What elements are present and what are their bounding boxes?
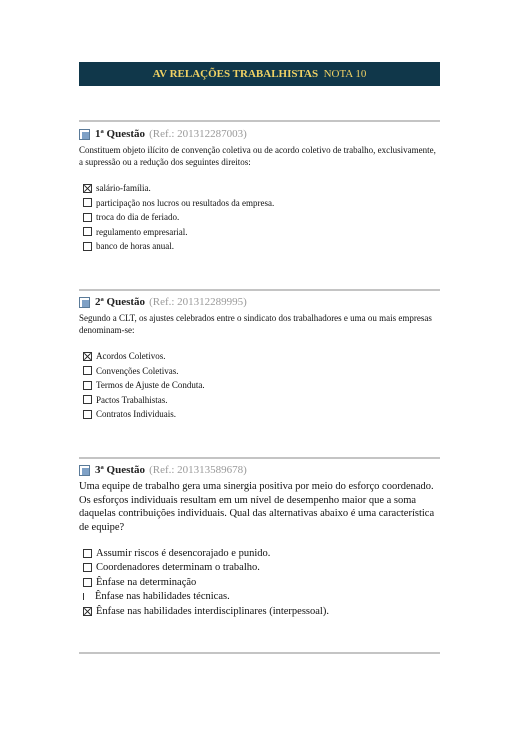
option-label: banco de horas anual. bbox=[96, 241, 174, 252]
option-label: troca do dia de feriado. bbox=[96, 212, 180, 223]
checked-checkbox-icon[interactable] bbox=[83, 352, 92, 361]
question-ref: (Ref.: 201313589678) bbox=[149, 464, 247, 476]
checkbox-icon[interactable] bbox=[83, 578, 92, 587]
checkbox-icon[interactable] bbox=[83, 410, 92, 419]
question-header bbox=[79, 463, 440, 477]
question-text: Uma equipe de trabalho gera uma sinergia positiva por meio do esforço coordenado. Os esforços individuais resultam em um nível de desempenho maior que a soma daquelas contribuições individuais. Qual das alternativas abaixo é uma característica de equipe? bbox=[79, 481, 435, 533]
question-text: Segundo a CLT, os ajustes celebrados entre o sindicato dos trabalhadores e uma ou mais empresas denominam-se: bbox=[79, 313, 432, 335]
option[interactable] bbox=[79, 349, 440, 364]
question-divider bbox=[79, 652, 440, 654]
checkbox-icon[interactable] bbox=[83, 395, 92, 404]
question-icon bbox=[79, 465, 90, 476]
checkbox-icon[interactable] bbox=[83, 563, 92, 572]
checkbox-icon[interactable] bbox=[83, 549, 92, 558]
option[interactable] bbox=[79, 364, 440, 379]
option-label: Convenções Coletivas. bbox=[96, 365, 179, 376]
option-label: Ênfase na determinação bbox=[96, 576, 197, 588]
checked-checkbox-icon[interactable] bbox=[83, 184, 92, 193]
option[interactable] bbox=[79, 225, 440, 240]
option-label: Termos de Ajuste de Conduta. bbox=[96, 380, 205, 391]
question-divider bbox=[79, 120, 440, 122]
question-number: 2ª Questão bbox=[95, 296, 146, 308]
option-label: regulamento empresarial. bbox=[96, 226, 188, 237]
checkbox-icon[interactable] bbox=[83, 242, 92, 251]
question-divider bbox=[79, 457, 440, 459]
option-label: Pactos Trabalhistas. bbox=[96, 394, 168, 405]
question-number: 1ª Questão bbox=[95, 128, 146, 140]
option-label: Ênfase nas habilidades interdisciplinares (interpessoal). bbox=[96, 605, 329, 617]
question-ref: (Ref.: 201312289995) bbox=[149, 296, 247, 308]
checked-checkbox-icon[interactable] bbox=[83, 607, 92, 616]
question-3 bbox=[79, 463, 440, 619]
checkbox-icon[interactable] bbox=[83, 366, 92, 375]
option-label: Assumir riscos é desencorajado e punido. bbox=[96, 547, 271, 559]
checkbox-icon[interactable] bbox=[83, 227, 92, 236]
question-2 bbox=[79, 295, 440, 422]
option[interactable] bbox=[79, 378, 440, 393]
question-header bbox=[79, 127, 440, 141]
option-label: participação nos lucros ou resultados da empresa. bbox=[96, 197, 275, 208]
option[interactable] bbox=[79, 210, 440, 225]
question-header bbox=[79, 295, 440, 309]
question-ref: (Ref.: 201312287003) bbox=[149, 128, 247, 140]
option[interactable] bbox=[79, 239, 440, 254]
question-divider bbox=[79, 289, 440, 291]
checkbox-icon[interactable] bbox=[83, 593, 91, 600]
option[interactable] bbox=[79, 604, 440, 619]
checkbox-icon[interactable] bbox=[83, 213, 92, 222]
option-label: salário-família. bbox=[96, 183, 151, 194]
options-list bbox=[79, 181, 440, 254]
question-icon bbox=[79, 297, 90, 308]
checkbox-icon[interactable] bbox=[83, 198, 92, 207]
exam-grade: NOTA 10 bbox=[323, 68, 367, 80]
question-icon bbox=[79, 129, 90, 140]
option[interactable] bbox=[79, 575, 440, 590]
option-label: Acordos Coletivos. bbox=[96, 351, 166, 362]
exam-title: AV RELAÇÕES TRABALHISTAS bbox=[152, 68, 319, 80]
option[interactable] bbox=[79, 561, 440, 576]
exam-title-banner bbox=[79, 62, 440, 86]
option[interactable] bbox=[79, 407, 440, 422]
option-label: Contratos Individuais. bbox=[96, 409, 176, 420]
option[interactable] bbox=[79, 546, 440, 561]
options-list bbox=[79, 546, 440, 619]
question-1 bbox=[79, 127, 440, 254]
question-text: Constituem objeto ilícito de convenção coletiva ou de acordo coletivo de trabalho, exclusivamente, a supressão ou a redução dos seguintes direitos: bbox=[79, 145, 436, 167]
option[interactable] bbox=[79, 181, 440, 196]
options-list bbox=[79, 349, 440, 422]
option-label: Ênfase nas habilidades técnicas. bbox=[95, 591, 230, 603]
checkbox-icon[interactable] bbox=[83, 381, 92, 390]
option[interactable] bbox=[79, 590, 440, 605]
question-number: 3ª Questão bbox=[95, 464, 146, 476]
option[interactable] bbox=[79, 196, 440, 211]
option-label: Coordenadores determinam o trabalho. bbox=[96, 562, 260, 574]
option[interactable] bbox=[79, 393, 440, 408]
